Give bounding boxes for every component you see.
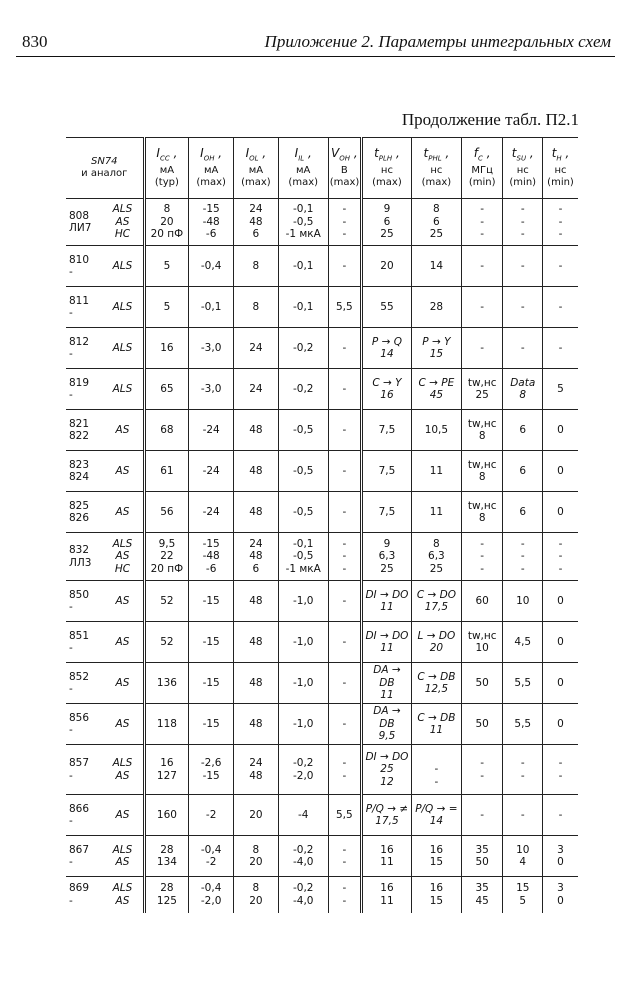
- cell-tphl: 28: [411, 287, 461, 328]
- cell-ioh: -15 -48 -6: [189, 533, 234, 581]
- cell-ioh: -0,4 -2,0: [189, 877, 234, 913]
- col-header-icc: [144, 138, 189, 199]
- cell-th: 0: [543, 492, 578, 533]
- col-header-condition: (max): [421, 176, 452, 188]
- col-header-symbol-sub: H: [556, 154, 562, 163]
- cell-icc: 16: [144, 328, 189, 369]
- cell-icc: 28 125: [144, 877, 189, 913]
- col-header-condition: (min): [547, 176, 574, 188]
- cell-fam: AS: [102, 663, 144, 704]
- cell-iil: -0,5: [278, 410, 328, 451]
- cell-voh: -: [328, 704, 361, 745]
- table-row: [66, 287, 578, 328]
- cell-fc: 35 45: [461, 877, 503, 913]
- cell-fam: ALS AS HC: [102, 199, 144, 246]
- cell-voh: -: [328, 410, 361, 451]
- cell-name: 856 -: [66, 704, 102, 745]
- cell-name: 810 -: [66, 246, 102, 287]
- cell-icc: 5: [144, 246, 189, 287]
- col-header-symbol-sub: C: [478, 154, 483, 163]
- cell-th: -: [543, 795, 578, 836]
- cell-tphl: 11: [411, 451, 461, 492]
- cell-name: 821 822: [66, 410, 102, 451]
- cell-iil: -0,2 -2,0: [278, 745, 328, 795]
- cell-icc: 8 20 20 пФ: [144, 199, 189, 246]
- cell-th: 0: [543, 581, 578, 622]
- cell-fam: ALS AS HC: [102, 533, 144, 581]
- cell-name: 812 -: [66, 328, 102, 369]
- cell-tplh: 16 11: [361, 877, 411, 913]
- col-header-condition: (min): [468, 176, 496, 188]
- col-header-iol: [234, 138, 279, 199]
- table-header-row: [66, 138, 578, 199]
- cell-voh: - -: [328, 877, 361, 913]
- cell-iol: 8 20: [234, 877, 279, 913]
- cell-iil: -0,2: [278, 369, 328, 410]
- table-continuation-caption: Продолжение табл. П2.1: [401, 110, 579, 129]
- table-row: [66, 836, 578, 877]
- cell-tsu: 15 5: [503, 877, 543, 913]
- cell-tsu: - -: [503, 745, 543, 795]
- cell-name: 852 -: [66, 663, 102, 704]
- cell-tplh: DI → DO 11: [361, 581, 411, 622]
- cell-ioh: -0,1: [189, 287, 234, 328]
- col-header-symbol-sub: IL: [298, 154, 305, 163]
- cell-ioh: -0,4: [189, 246, 234, 287]
- page-header: [16, 30, 615, 57]
- table-row: [66, 451, 578, 492]
- cell-fc: tw,нс 8: [461, 451, 503, 492]
- cell-iil: -0,5: [278, 492, 328, 533]
- col-header-th: [543, 138, 578, 199]
- cell-tsu: 6: [503, 492, 543, 533]
- cell-fc: -: [461, 287, 503, 328]
- cell-icc: 9,5 22 20 пФ: [144, 533, 189, 581]
- table-row: [66, 533, 578, 581]
- cell-fam: ALS: [102, 369, 144, 410]
- cell-tsu: 4,5: [503, 622, 543, 663]
- col-header-units: мА: [296, 164, 311, 176]
- cell-th: 0: [543, 663, 578, 704]
- col-header-units: нс: [430, 164, 443, 176]
- col-header-symbol-sub: SU: [516, 154, 527, 163]
- cell-name: 811 -: [66, 287, 102, 328]
- cell-iol: 48: [234, 451, 279, 492]
- cell-ioh: -15: [189, 622, 234, 663]
- cell-ioh: -2,6 -15: [189, 745, 234, 795]
- table-row: [66, 410, 578, 451]
- col-header-symbol: $I_{IL}$ ,: [294, 146, 312, 163]
- cell-tsu: Data 8: [503, 369, 543, 410]
- cell-name: 808 ЛИ7: [66, 199, 102, 246]
- cell-name: 850 -: [66, 581, 102, 622]
- cell-fam: ALS AS: [102, 745, 144, 795]
- cell-tplh: 20: [361, 246, 411, 287]
- cell-voh: -: [328, 581, 361, 622]
- table-row: [66, 795, 578, 836]
- cell-ioh: -24: [189, 451, 234, 492]
- cell-tsu: 6: [503, 410, 543, 451]
- cell-fc: tw,нс 8: [461, 410, 503, 451]
- col-header-symbol-name: t: [511, 146, 517, 161]
- col-header-symbol-sub: PLH: [378, 154, 393, 163]
- col-header-condition: (max): [372, 176, 402, 188]
- col-header-iil: [278, 138, 328, 199]
- cell-th: -: [543, 328, 578, 369]
- col-header-symbol-sub: PHL: [428, 154, 442, 163]
- cell-iol: 8 20: [234, 836, 279, 877]
- table-row: [66, 622, 578, 663]
- cell-name: 825 826: [66, 492, 102, 533]
- cell-icc: 65: [144, 369, 189, 410]
- cell-ioh: -3,0: [189, 328, 234, 369]
- cell-tplh: 7,5: [361, 410, 411, 451]
- cell-tphl: 8 6 25: [411, 199, 461, 246]
- cell-voh: - -: [328, 745, 361, 795]
- cell-name: 857 -: [66, 745, 102, 795]
- col-header-voh: [328, 138, 361, 199]
- cell-tplh: P/Q → ≠ 17,5: [361, 795, 411, 836]
- col-header-condition: (max): [288, 176, 319, 188]
- cell-th: - - -: [543, 199, 578, 246]
- col-header-units: мА: [203, 164, 219, 176]
- col-header-units: нс: [516, 164, 529, 176]
- cell-fc: tw,нс 8: [461, 492, 503, 533]
- parameters-table: [66, 137, 578, 913]
- cell-icc: 56: [144, 492, 189, 533]
- table-row: [66, 745, 578, 795]
- cell-fam: AS: [102, 410, 144, 451]
- cell-fc: -: [461, 246, 503, 287]
- cell-iil: -0,1 -0,5 -1 мкА: [278, 533, 328, 581]
- cell-tplh: 55: [361, 287, 411, 328]
- cell-fam: ALS AS: [102, 877, 144, 913]
- cell-icc: 118: [144, 704, 189, 745]
- col-header-symbol-name: I: [294, 146, 299, 161]
- cell-name: 867 -: [66, 836, 102, 877]
- cell-tplh: DI → DO 25 12: [361, 745, 411, 795]
- table-row: [66, 663, 578, 704]
- cell-iil: -0,5: [278, 451, 328, 492]
- col-header-fc: [461, 138, 503, 199]
- cell-icc: 61: [144, 451, 189, 492]
- cell-tsu: -: [503, 287, 543, 328]
- table-row: [66, 369, 578, 410]
- cell-tphl: 14: [411, 246, 461, 287]
- col-header-symbol: $I_{OL}$ ,: [245, 146, 267, 163]
- table-row: [66, 704, 578, 745]
- cell-iol: 48: [234, 622, 279, 663]
- col-header-tplh: [361, 138, 411, 199]
- cell-iol: 8: [234, 246, 279, 287]
- cell-th: 3 0: [543, 877, 578, 913]
- cell-icc: 52: [144, 581, 189, 622]
- col-header-condition: (max): [241, 176, 271, 188]
- cell-iil: -1,0: [278, 581, 328, 622]
- cell-ioh: -15: [189, 581, 234, 622]
- cell-voh: -: [328, 451, 361, 492]
- cell-fam: AS: [102, 581, 144, 622]
- cell-voh: -: [328, 369, 361, 410]
- cell-fam: ALS AS: [102, 836, 144, 877]
- cell-fam: ALS: [102, 246, 144, 287]
- table-row: [66, 581, 578, 622]
- cell-fam: AS: [102, 622, 144, 663]
- cell-tphl: P/Q → = 14: [411, 795, 461, 836]
- cell-name: 851 -: [66, 622, 102, 663]
- col-header-symbol: $I_{OH}$ ,: [200, 146, 223, 163]
- col-header-symbol: $t_{PHL}$ ,: [423, 146, 450, 163]
- cell-icc: 136: [144, 663, 189, 704]
- cell-tplh: 9 6 25: [361, 199, 411, 246]
- table-row: [66, 328, 578, 369]
- col-header-condition: (max): [196, 176, 226, 188]
- cell-fc: -: [461, 328, 503, 369]
- cell-voh: - - -: [328, 533, 361, 581]
- cell-fam: AS: [102, 704, 144, 745]
- cell-th: 0: [543, 410, 578, 451]
- page-number: 830: [22, 32, 48, 51]
- cell-tplh: 16 11: [361, 836, 411, 877]
- col-header-symbol-sub: OL: [249, 154, 259, 163]
- cell-fam: AS: [102, 492, 144, 533]
- col-header-tphl: [411, 138, 461, 199]
- cell-iol: 24: [234, 369, 279, 410]
- cell-tphl: C → DO 17,5: [411, 581, 461, 622]
- running-title: Приложение 2. Параметры интегральных схем: [264, 32, 611, 51]
- cell-tplh: 9 6,3 25: [361, 533, 411, 581]
- cell-iol: 24 48 6: [234, 199, 279, 246]
- cell-ioh: -24: [189, 492, 234, 533]
- cell-iil: -0,2 -4,0: [278, 836, 328, 877]
- cell-th: - - -: [543, 533, 578, 581]
- cell-voh: - -: [328, 836, 361, 877]
- col-header-symbol-name: t: [551, 146, 557, 161]
- col-header-units: нс: [380, 164, 393, 176]
- cell-voh: -: [328, 246, 361, 287]
- cell-iil: -4: [278, 795, 328, 836]
- col-header-symbol: $V_{OH}$ ,: [331, 146, 358, 163]
- col-header-units: и аналог: [81, 168, 128, 179]
- col-header-symbol-name: f: [473, 146, 479, 161]
- cell-voh: - - -: [328, 199, 361, 246]
- col-header-symbol: $t_H$ ,: [551, 146, 570, 163]
- col-header-symbol: $t_{SU}$ ,: [511, 146, 534, 163]
- table-row: [66, 492, 578, 533]
- cell-ioh: -3,0: [189, 369, 234, 410]
- cell-tphl: P → Y 15: [411, 328, 461, 369]
- cell-ioh: -24: [189, 410, 234, 451]
- cell-voh: -: [328, 622, 361, 663]
- col-header-symbol: $I_{CC}$ ,: [156, 146, 178, 163]
- cell-icc: 160: [144, 795, 189, 836]
- col-header-symbol-name: t: [374, 146, 379, 161]
- cell-th: 3 0: [543, 836, 578, 877]
- cell-iol: 8: [234, 287, 279, 328]
- table-row: [66, 246, 578, 287]
- cell-fc: tw,нс 25: [461, 369, 503, 410]
- cell-iil: -0,2 -4,0: [278, 877, 328, 913]
- cell-fam: AS: [102, 451, 144, 492]
- col-header-symbol-sub: CC: [159, 154, 170, 163]
- cell-iil: -0,2: [278, 328, 328, 369]
- cell-tphl: L → DO 20: [411, 622, 461, 663]
- cell-tplh: DA → DB 11: [361, 663, 411, 704]
- cell-tsu: 10 4: [503, 836, 543, 877]
- cell-iil: -0,1 -0,5 -1 мкА: [278, 199, 328, 246]
- cell-tsu: -: [503, 328, 543, 369]
- col-header-ioh: [189, 138, 234, 199]
- cell-fam: AS: [102, 795, 144, 836]
- cell-ioh: -15: [189, 663, 234, 704]
- col-header-units: МГц: [471, 164, 493, 176]
- cell-icc: 28 134: [144, 836, 189, 877]
- cell-fam: ALS: [102, 328, 144, 369]
- cell-tphl: 16 15: [411, 836, 461, 877]
- cell-iol: 24: [234, 328, 279, 369]
- col-header-units: нс: [554, 164, 567, 176]
- cell-icc: 5: [144, 287, 189, 328]
- cell-voh: 5,5: [328, 795, 361, 836]
- cell-tplh: DA → DB 9,5: [361, 704, 411, 745]
- col-header-symbol: $t_{PLH}$ ,: [374, 146, 400, 163]
- cell-ioh: -0,4 -2: [189, 836, 234, 877]
- cell-tsu: 5,5: [503, 663, 543, 704]
- cell-th: 0: [543, 622, 578, 663]
- cell-th: 0: [543, 704, 578, 745]
- cell-th: - -: [543, 745, 578, 795]
- cell-tplh: 7,5: [361, 451, 411, 492]
- cell-iil: -0,1: [278, 246, 328, 287]
- cell-name: 819 -: [66, 369, 102, 410]
- col-header-units: мА: [159, 164, 175, 176]
- col-header-condition: (min): [509, 176, 537, 188]
- cell-fc: - -: [461, 745, 503, 795]
- cell-tphl: 11: [411, 492, 461, 533]
- cell-voh: -: [328, 663, 361, 704]
- cell-ioh: -2: [189, 795, 234, 836]
- cell-tsu: 5,5: [503, 704, 543, 745]
- cell-iol: 48: [234, 663, 279, 704]
- col-header-symbol-name: t: [423, 146, 429, 161]
- cell-tplh: P → Q 14: [361, 328, 411, 369]
- cell-fc: - - -: [461, 199, 503, 246]
- cell-tphl: 8 6,3 25: [411, 533, 461, 581]
- col-header-symbol-name: V: [331, 146, 340, 161]
- cell-tplh: C → Y 16: [361, 369, 411, 410]
- cell-tphl: 10,5: [411, 410, 461, 451]
- cell-fc: 50: [461, 704, 503, 745]
- cell-tsu: -: [503, 795, 543, 836]
- col-header-units: В: [340, 164, 348, 176]
- cell-fc: 50: [461, 663, 503, 704]
- cell-ioh: -15 -48 -6: [189, 199, 234, 246]
- cell-tsu: - - -: [503, 199, 543, 246]
- cell-tsu: -: [503, 246, 543, 287]
- cell-tphl: - -: [411, 745, 461, 795]
- col-header-symbol-name: I: [200, 146, 204, 161]
- cell-fam: ALS: [102, 287, 144, 328]
- cell-iol: 24 48: [234, 745, 279, 795]
- table-row: [66, 199, 578, 246]
- cell-voh: 5,5: [328, 287, 361, 328]
- col-header-symbol: $f_C$ ,: [473, 146, 491, 163]
- cell-th: 0: [543, 451, 578, 492]
- cell-tplh: DI → DO 11: [361, 622, 411, 663]
- cell-ioh: -15: [189, 704, 234, 745]
- cell-iol: 48: [234, 704, 279, 745]
- col-header-name: SN74: [90, 156, 118, 167]
- cell-tphl: C → DB 12,5: [411, 663, 461, 704]
- table-body: [66, 199, 578, 913]
- cell-fc: -: [461, 795, 503, 836]
- table-row: [66, 877, 578, 913]
- cell-tphl: 16 15: [411, 877, 461, 913]
- cell-icc: 52: [144, 622, 189, 663]
- cell-name: 866 -: [66, 795, 102, 836]
- col-header-condition: (max): [329, 176, 360, 188]
- cell-iol: 48: [234, 492, 279, 533]
- cell-th: 5: [543, 369, 578, 410]
- cell-tphl: C → DB 11: [411, 704, 461, 745]
- cell-tplh: 7,5: [361, 492, 411, 533]
- col-header-symbol-sub: OH: [203, 154, 215, 163]
- col-header-sn74: [66, 138, 144, 199]
- cell-icc: 16 127: [144, 745, 189, 795]
- cell-fc: - - -: [461, 533, 503, 581]
- cell-tsu: 10: [503, 581, 543, 622]
- cell-iol: 20: [234, 795, 279, 836]
- cell-name: 823 824: [66, 451, 102, 492]
- cell-th: -: [543, 246, 578, 287]
- cell-iil: -1,0: [278, 663, 328, 704]
- cell-iil: -0,1: [278, 287, 328, 328]
- cell-tsu: - - -: [503, 533, 543, 581]
- col-header-symbol-name: I: [156, 146, 160, 161]
- col-header-symbol-name: I: [245, 146, 250, 161]
- col-header-units: мА: [248, 164, 264, 176]
- cell-icc: 68: [144, 410, 189, 451]
- col-header-condition: (typ): [154, 176, 179, 188]
- cell-voh: -: [328, 492, 361, 533]
- cell-voh: -: [328, 328, 361, 369]
- cell-iol: 48: [234, 581, 279, 622]
- col-header-symbol-sub: OH: [339, 154, 351, 163]
- cell-iol: 24 48 6: [234, 533, 279, 581]
- cell-tphl: C → PE 45: [411, 369, 461, 410]
- cell-iil: -1,0: [278, 622, 328, 663]
- cell-name: 832 ЛЛ3: [66, 533, 102, 581]
- cell-fc: 35 50: [461, 836, 503, 877]
- cell-name: 869 -: [66, 877, 102, 913]
- cell-iil: -1,0: [278, 704, 328, 745]
- cell-th: -: [543, 287, 578, 328]
- cell-iol: 48: [234, 410, 279, 451]
- cell-fc: 60: [461, 581, 503, 622]
- col-header-tsu: [503, 138, 543, 199]
- cell-tsu: 6: [503, 451, 543, 492]
- cell-fc: tw,нс 10: [461, 622, 503, 663]
